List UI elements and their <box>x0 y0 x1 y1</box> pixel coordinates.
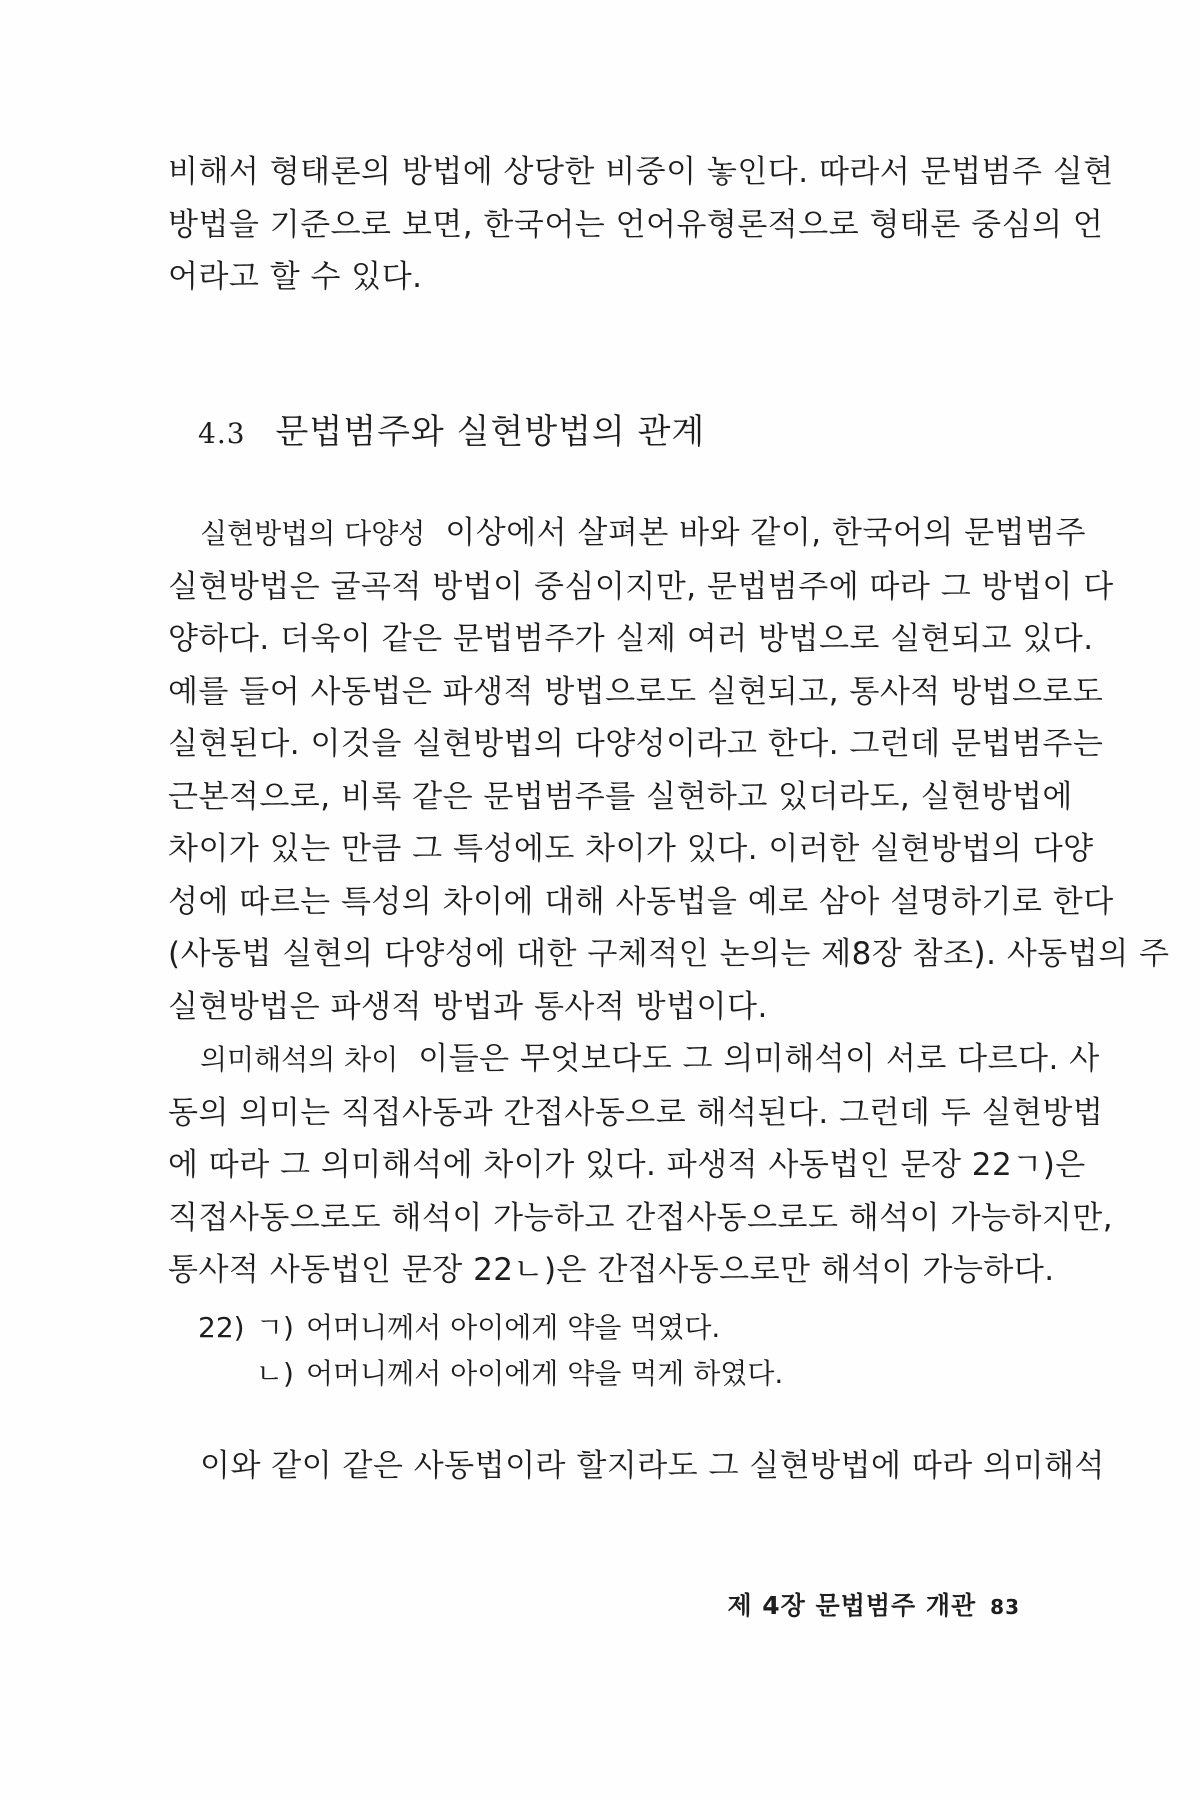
text-line: 실현된다. 이것을 실현방법의 다양성이라고 한다. 그런데 문법범주는 <box>168 726 1104 762</box>
text-line: 에 따라 그 의미해석에 차이가 있다. 파생적 사동법인 문장 22ㄱ)은 <box>168 1147 1086 1183</box>
text-line: 어라고 할 수 있다. <box>168 259 423 295</box>
intro-paragraph <box>168 146 1114 304</box>
side-heading: 실현방법의 다양성 <box>200 517 426 550</box>
running-footer <box>727 1586 1020 1622</box>
example-label: ㄱ) <box>256 1311 294 1344</box>
side-heading: 의미해석의 차이 <box>200 1043 399 1076</box>
text-line: 실현방법은 굴곡적 방법이 중심이지만, 문법범주에 따라 그 방법이 다 <box>168 568 1114 605</box>
paragraph-first-line <box>168 507 1086 561</box>
section-heading <box>198 410 705 456</box>
text-line: 예를 들어 사동법은 파생적 방법으로도 실현되고, 통사적 방법으로도 <box>168 673 1104 710</box>
closing-paragraph <box>168 1440 1105 1493</box>
text-line: (사동법 실현의 다양성에 대한 구체적인 논의는 제8장 참조). 사동법의 주 <box>168 936 1170 972</box>
text-line: 성에 따르는 특성의 차이에 대해 사동법을 예로 삼아 설명하기로 한다 <box>168 883 1114 920</box>
example-sentences <box>198 1305 783 1397</box>
text-line: 통사적 사동법인 문장 22ㄴ)은 간접사동으로만 해석이 가능하다. <box>168 1252 1055 1288</box>
text-line: 직접사동으로도 해석이 가능하고 간접사동으로도 해석이 가능하지만, <box>168 1199 1114 1236</box>
paragraph-first-line <box>168 1033 1100 1087</box>
text-run: 이상에서 살펴본 바와 같이, 한국어의 문법범주 <box>445 515 1086 551</box>
example-text: 어머니께서 아이에게 약을 먹게 하였다. <box>306 1357 784 1390</box>
text-line: 이와 같이 같은 사동법이라 할지라도 그 실현방법에 따라 의미해석 <box>200 1448 1105 1484</box>
example-number: 22) <box>198 1311 245 1344</box>
body-text <box>168 507 1170 1297</box>
page-number: 83 <box>990 1595 1020 1619</box>
chapter-title: 제 4장 문법범주 개관 <box>727 1591 977 1620</box>
text-line: 동의 의미는 직접사동과 간접사동으로 해석된다. 그런데 두 실현방법 <box>168 1094 1104 1131</box>
text-run: 이들은 무엇보다도 그 의미해석이 서로 다르다. 사 <box>418 1041 1100 1077</box>
text-line: 양하다. 더욱이 같은 문법범주가 실제 여러 방법으로 실현되고 있다. <box>168 621 1094 657</box>
example-item <box>198 1305 783 1351</box>
section-number: 4.3 <box>198 417 246 450</box>
text-line: 비해서 형태론의 방법에 상당한 비중이 놓인다. 따라서 문법범주 실현 <box>168 154 1114 190</box>
text-line: 실현방법은 파생적 방법과 통사적 방법이다. <box>168 988 768 1025</box>
example-item <box>198 1351 783 1397</box>
text-line: 근본적으로, 비록 같은 문법범주를 실현하고 있더라도, 실현방법에 <box>168 778 1073 815</box>
section-title: 문법범주와 실현방법의 관계 <box>275 412 706 452</box>
example-text: 어머니께서 아이에게 약을 먹였다. <box>306 1311 721 1344</box>
text-line: 방법을 기준으로 보면, 한국어는 언어유형론적으로 형태론 중심의 언 <box>168 206 1104 243</box>
example-label: ㄴ) <box>256 1357 294 1390</box>
text-line: 차이가 있는 만큼 그 특성에도 차이가 있다. 이러한 실현방법의 다양 <box>168 831 1094 867</box>
